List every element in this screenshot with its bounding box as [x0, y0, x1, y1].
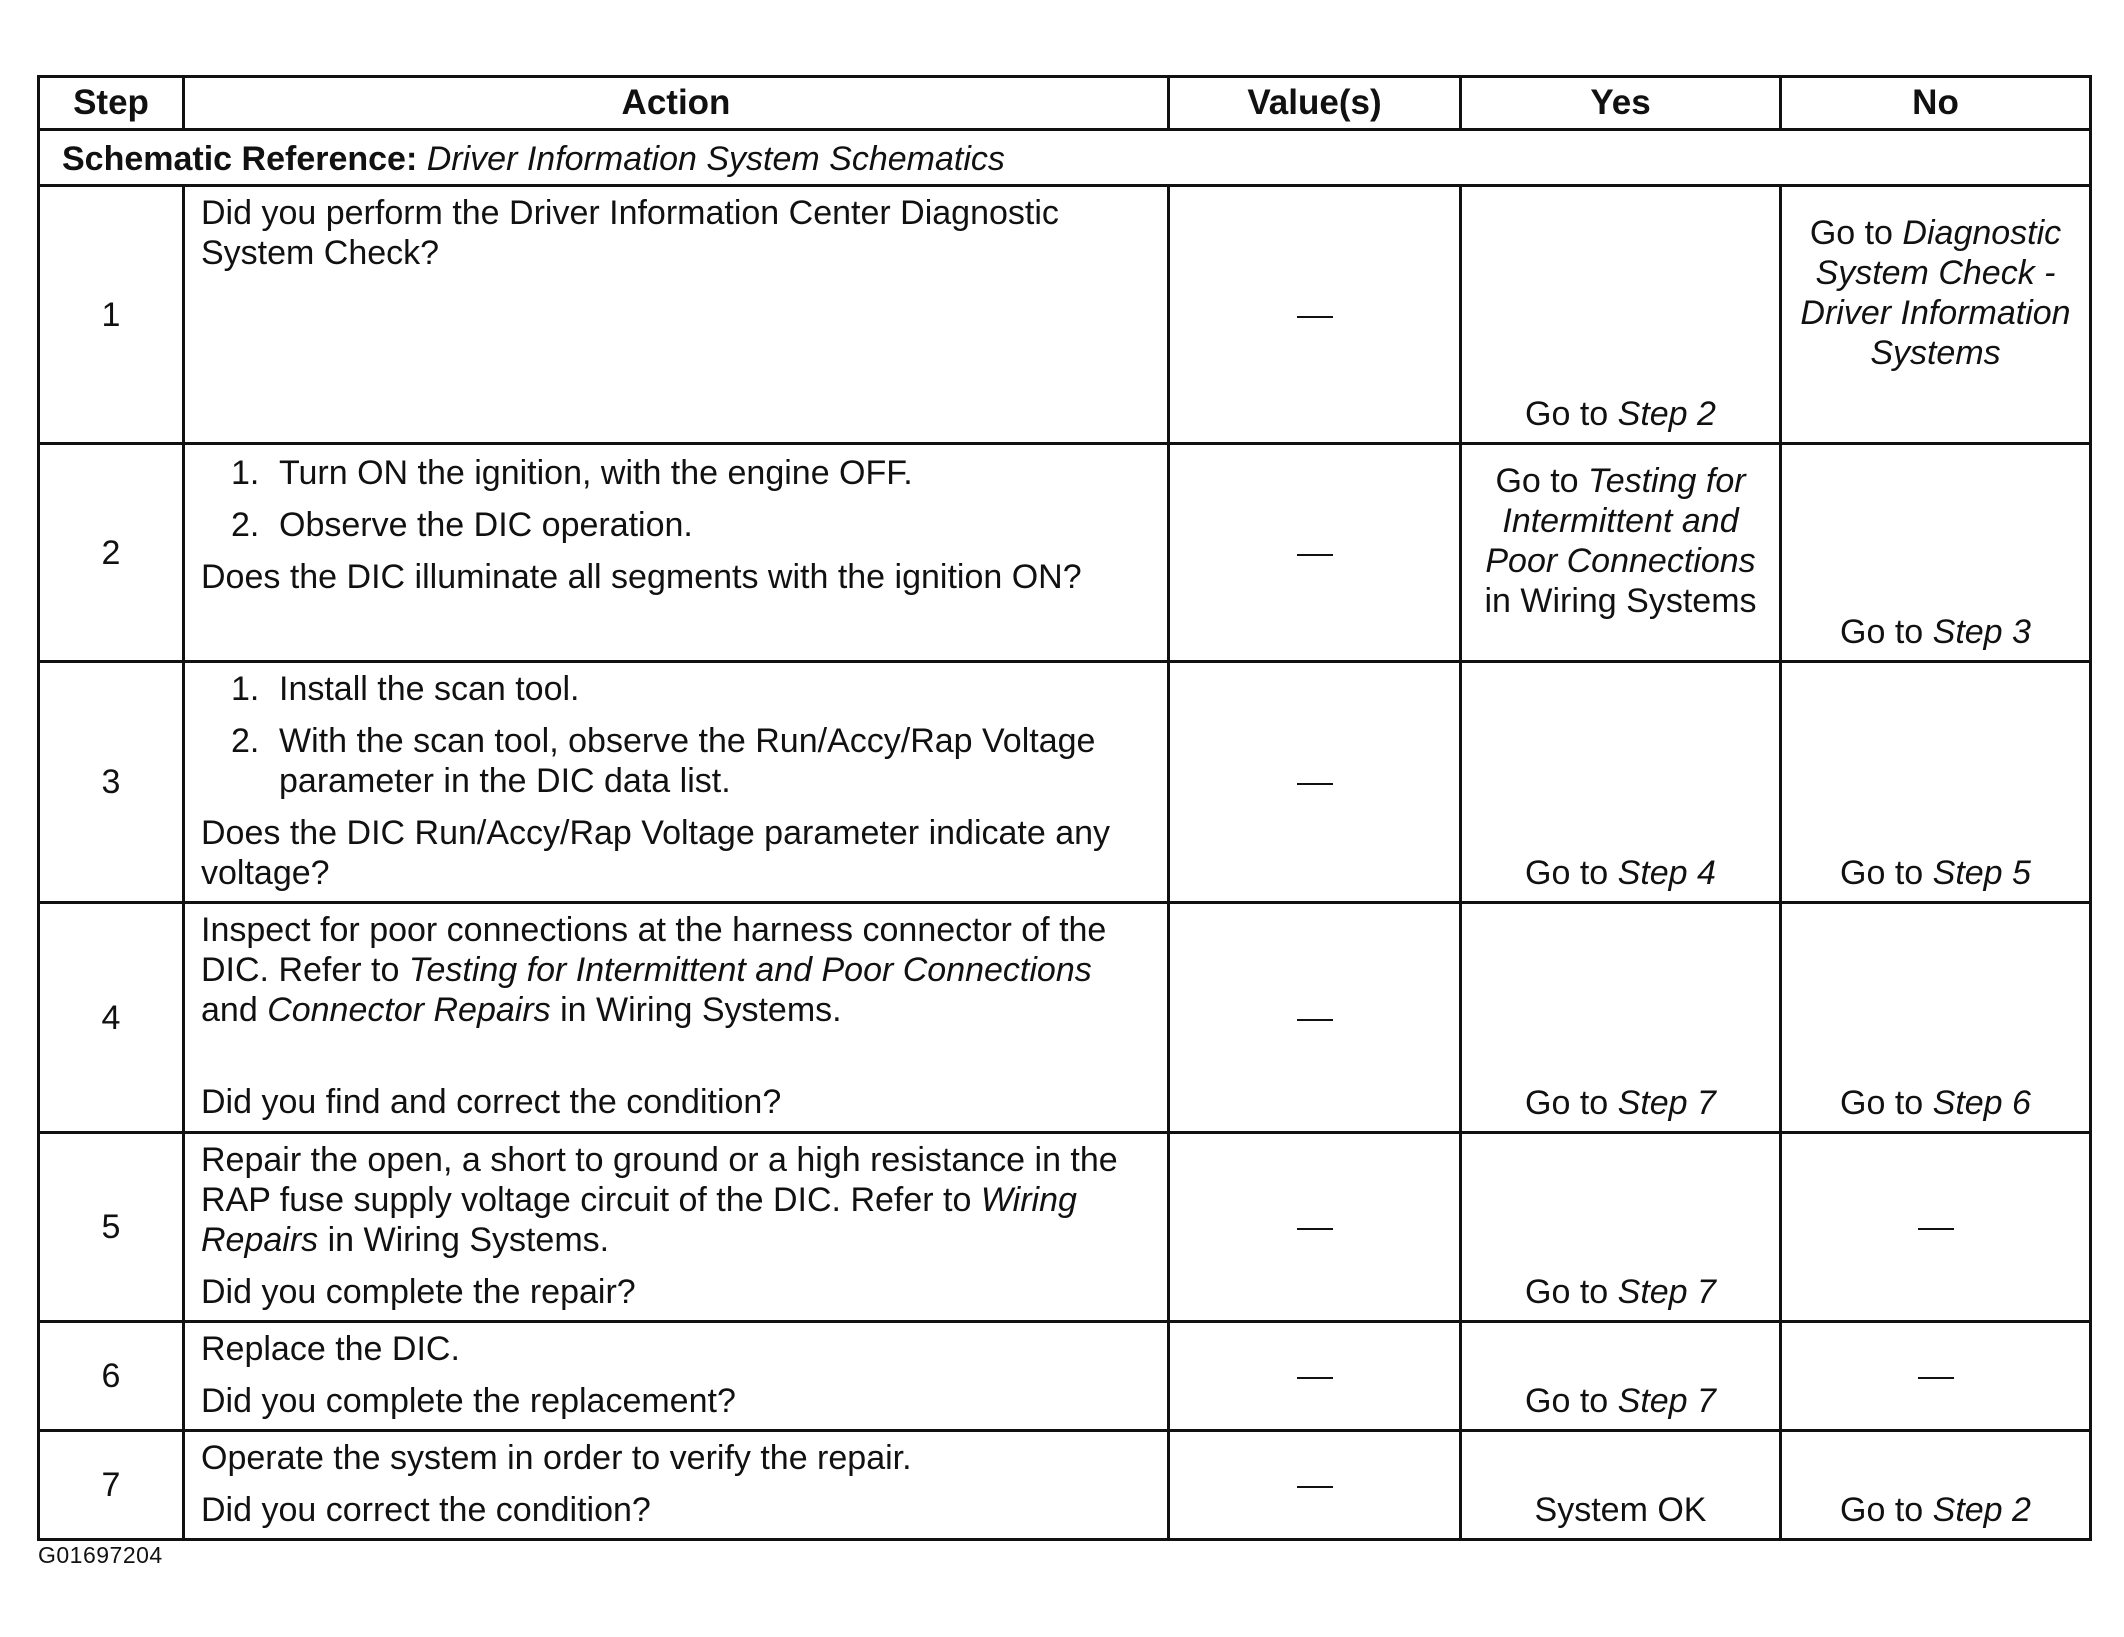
dash-mark [1297, 316, 1333, 318]
dash-mark [1918, 1228, 1954, 1230]
dash-mark [1918, 1377, 1954, 1379]
yes-cell: Go to Step 7 [1461, 1322, 1781, 1431]
action-question: Does the DIC illuminate all segments with the ignition ON? [201, 558, 1082, 596]
wiring-link[interactable]: Testing for Intermittent and Poor Connections [408, 951, 1092, 989]
list-item: 2. With the scan tool, observe the Run/Accy/Rap Voltage parameter in the DIC data list. [231, 722, 1096, 800]
list-item: 2. Observe the DIC operation. [231, 506, 693, 544]
action-cell [184, 186, 1169, 444]
action-question: Did you complete the repair? [201, 1273, 636, 1311]
yes-cell: Go to Step 2 [1461, 186, 1781, 444]
step-number: 5 [39, 1133, 184, 1322]
list-item: 1. Turn ON the ignition, with the engine OFF. [231, 454, 913, 492]
action-question: Did you find and correct the condition? [201, 1083, 782, 1121]
figure-id: G01697204 [38, 1542, 163, 1568]
table-row [39, 1133, 2091, 1322]
action-cell [184, 1322, 1169, 1431]
table-row [39, 662, 2091, 903]
action-question: Did you correct the condition? [201, 1491, 651, 1529]
action-text: Did you perform the Driver Information Center Diagnostic System Check? [201, 194, 1059, 272]
header-values: Value(s) [1169, 77, 1461, 130]
yes-cell: Go to Testing for Intermittent and Poor Connections in Wiring Systems [1461, 444, 1781, 662]
diagnostic-link[interactable]: Diagnostic System Check - Driver Information Systems [1800, 213, 2071, 372]
action-cell [184, 444, 1169, 662]
action-text: Repair the open, a short to ground or a high resistance in the RAP fuse supply voltage circuit of the DIC. Refer to Wiring Repairs in Wiring Systems. [201, 1141, 1118, 1259]
wiring-repairs-link[interactable]: Wiring Repairs [201, 1181, 1077, 1259]
dash-mark [1297, 1377, 1333, 1379]
step-number: 1 [39, 186, 184, 444]
wiring-link[interactable]: Testing for Intermittent and Poor Connections [1485, 462, 1756, 580]
header-row [39, 77, 2091, 130]
table-row [39, 444, 2091, 662]
step-link[interactable]: Step 2 [1617, 395, 1716, 433]
step-number: 6 [39, 1322, 184, 1431]
diagnostic-table [37, 75, 2092, 1541]
table-row [39, 1431, 2091, 1540]
header-yes: Yes [1461, 77, 1781, 130]
step-number: 7 [39, 1431, 184, 1540]
value-cell [1169, 903, 1461, 1133]
step-link[interactable]: Step 2 [1932, 1491, 2031, 1529]
no-cell [1781, 1322, 2091, 1431]
no-cell: Go to Step 3 [1781, 444, 2091, 662]
step-link[interactable]: Step 7 [1617, 1382, 1716, 1420]
no-cell: Go to Step 2 [1781, 1431, 2091, 1540]
action-cell [184, 1431, 1169, 1540]
yes-cell: Go to Step 4 [1461, 662, 1781, 903]
header-no: No [1781, 77, 2091, 130]
action-cell [184, 903, 1169, 1133]
action-question: Does the DIC Run/Accy/Rap Voltage parameter indicate any voltage? [201, 814, 1111, 892]
header-step: Step [39, 77, 184, 130]
value-cell [1169, 1133, 1461, 1322]
value-cell [1169, 186, 1461, 444]
schematic-reference-label: Schematic Reference: [62, 139, 418, 178]
action-cell [184, 1133, 1169, 1322]
table-row [39, 186, 2091, 444]
dash-mark [1297, 1228, 1333, 1230]
no-cell: Go to Step 5 [1781, 662, 2091, 903]
value-cell [1169, 1322, 1461, 1431]
schematic-reference-link[interactable]: Driver Information System Schematics [426, 139, 1005, 178]
step-link[interactable]: Step 4 [1617, 854, 1716, 892]
step-link[interactable]: Step 3 [1932, 613, 2031, 651]
yes-cell: Go to Step 7 [1461, 1133, 1781, 1322]
step-link[interactable]: Step 5 [1932, 854, 2031, 892]
dash-mark [1297, 783, 1333, 785]
yes-cell [1461, 1431, 1781, 1540]
list-item: 1. Install the scan tool. [231, 670, 580, 708]
dash-mark [1297, 1019, 1333, 1021]
value-cell [1169, 444, 1461, 662]
connector-repairs-link[interactable]: Connector Repairs [267, 991, 551, 1029]
dash-mark [1297, 554, 1333, 556]
yes-cell: Go to Step 7 [1461, 903, 1781, 1133]
step-number: 4 [39, 903, 184, 1133]
step-number: 2 [39, 444, 184, 662]
step-link[interactable]: Step 6 [1932, 1084, 2031, 1122]
value-cell [1169, 662, 1461, 903]
schematic-reference [39, 130, 2091, 186]
action-text: Inspect for poor connections at the harness connector of the DIC. Refer to Testing for Intermittent and Poor Connections and Connector Repairs in Wiring Systems. [201, 911, 1107, 1029]
step-number: 3 [39, 662, 184, 903]
value-cell [1169, 1431, 1461, 1540]
step-link[interactable]: Step 7 [1617, 1273, 1716, 1311]
system-ok-text: System OK [1534, 1491, 1707, 1529]
action-question: Did you complete the replacement? [201, 1382, 736, 1420]
step-link[interactable]: Step 7 [1617, 1084, 1716, 1122]
action-text: Operate the system in order to verify the repair. [201, 1439, 912, 1477]
no-cell [1781, 1133, 2091, 1322]
action-text: Replace the DIC. [201, 1330, 460, 1368]
table-row [39, 903, 2091, 1133]
table-row [39, 1322, 2091, 1431]
dash-mark [1297, 1486, 1333, 1488]
header-action: Action [184, 77, 1169, 130]
no-cell: Go to Step 6 [1781, 903, 2091, 1133]
action-cell [184, 662, 1169, 903]
schematic-reference-row [39, 130, 2091, 186]
no-cell: Go to Diagnostic System Check - Driver Information Systems [1781, 186, 2091, 444]
